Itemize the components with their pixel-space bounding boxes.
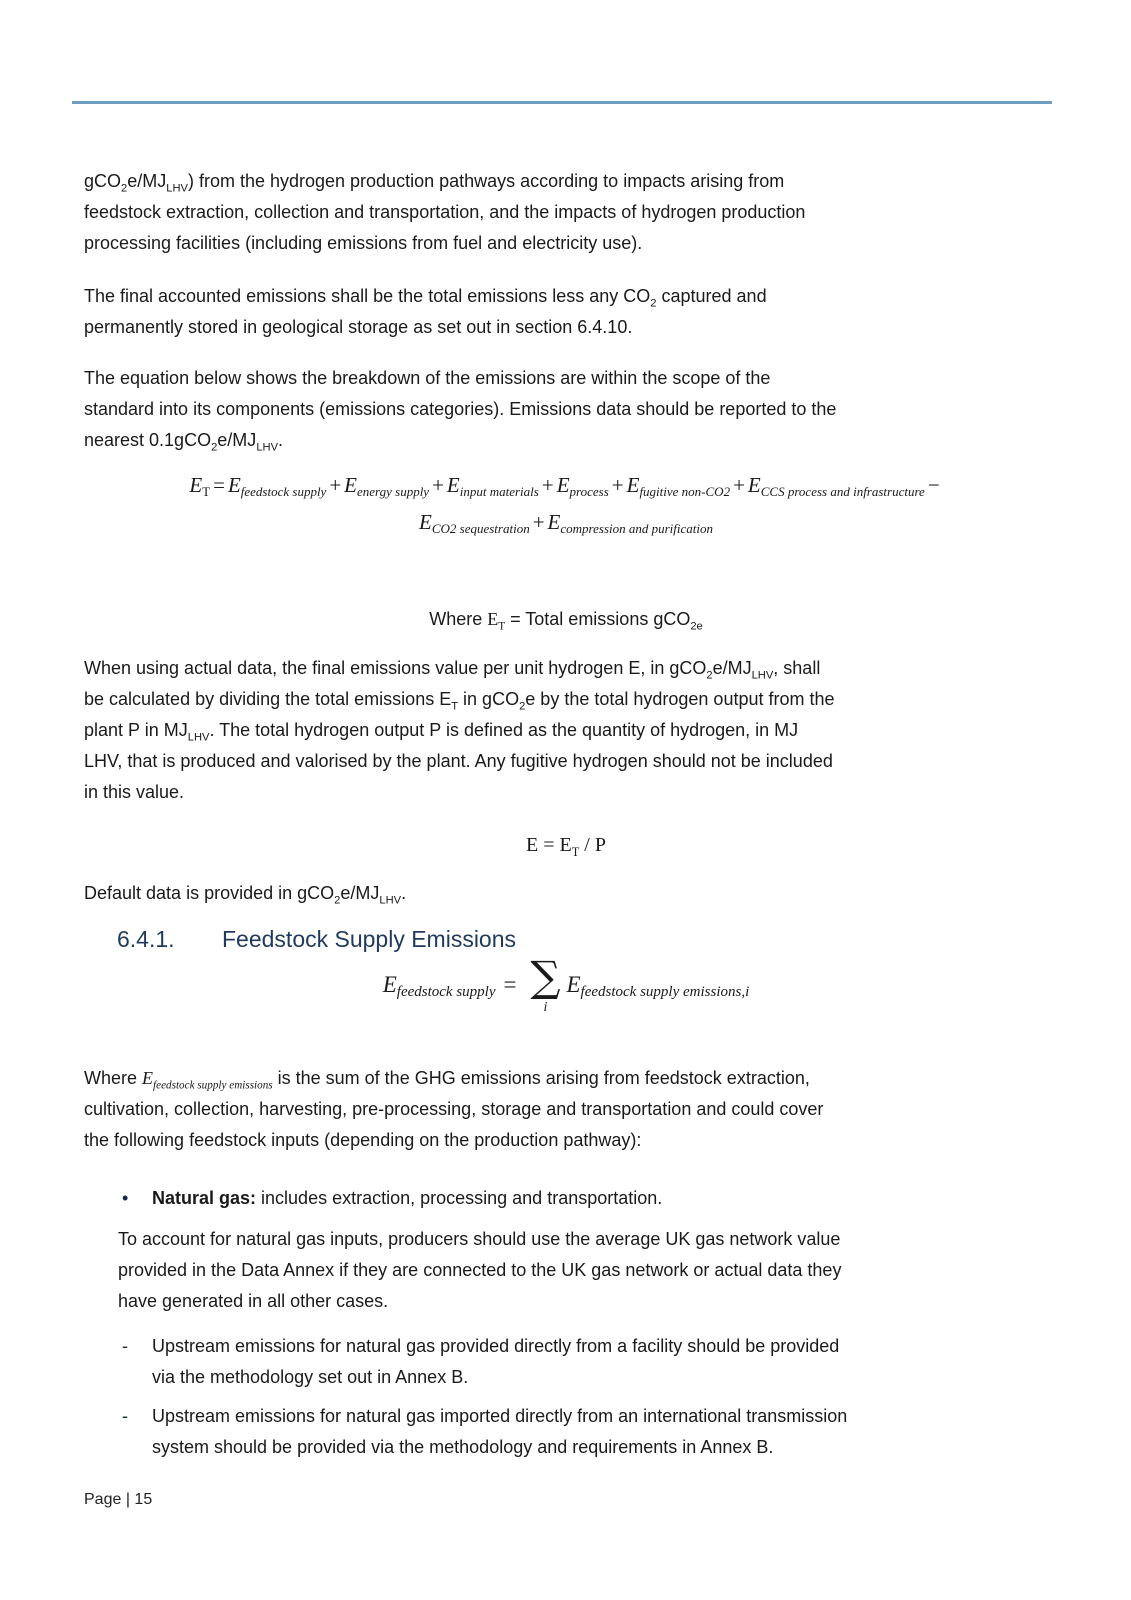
eq-var: E — [344, 473, 357, 497]
dash-item-upstream-international — [84, 1401, 1048, 1463]
eq-operator: + — [432, 473, 444, 497]
eq-subscript: CCS process and infrastructure — [760, 484, 925, 500]
eq-operator: + — [329, 473, 342, 497]
eq-var: E — [566, 972, 581, 997]
equation-line-1 — [84, 468, 1048, 505]
section-number: 6.4.1. — [117, 926, 175, 952]
eq-term — [748, 468, 925, 505]
e-division-equation: $E = E_T / P$ — [526, 834, 606, 859]
bullet-text: Natural gas: includes extraction, processing and transportation. — [152, 1188, 663, 1208]
eq-subscript: energy supply — [357, 484, 430, 500]
eq-var: E — [189, 473, 203, 497]
eq-term — [557, 468, 609, 505]
eq-subscript: input materials — [459, 484, 539, 500]
dash-item-upstream-facility — [84, 1331, 1048, 1393]
page-number: Page | 15 — [84, 1491, 153, 1508]
total-emissions-equation — [84, 468, 1048, 542]
eq-subscript: CO2 sequestration — [431, 521, 530, 537]
eq-subscript: feedstock supply — [396, 984, 496, 1001]
dash-text: Upstream emissions for natural gas imported directly from an international transmission system should be provided via the methodology and requirements in Annex B. — [152, 1406, 848, 1457]
eq-var: E — [556, 473, 570, 497]
bullet-icon: • — [122, 1188, 129, 1208]
eq-operator: + — [611, 473, 624, 497]
default-data-line: Default data is provided in $gCO_2e/MJ_{LHV}$. — [84, 883, 407, 907]
summation-index: i — [543, 1000, 548, 1015]
eq-term — [344, 468, 429, 505]
paragraph-final-accounted: The final accounted emissions shall be the total emissions less any $CO_2$ captured and permanently stored in geological storage as set out in section 6.4.10. — [84, 286, 767, 337]
paragraph-account-natural-gas: To account for natural gas inputs, producers should use the average UK gas network value provided in the Data Annex if they are connected to the UK gas network or actual data they have generated in all other cases. — [118, 1229, 842, 1311]
paragraph-equation-intro: The equation below shows the breakdown of the emissions are within the scope of the standard into its components (emissions categories). Emissions data should be reported to the nearest $0.1gCO_2e/MJ_{LHV}$. — [84, 368, 837, 454]
eq-operator: − — [927, 473, 940, 497]
section-heading — [84, 926, 1048, 953]
sigma-icon: ∑ — [530, 952, 561, 1001]
eq-subscript: T — [202, 484, 211, 500]
feedstock-supply-sum-equation — [84, 952, 1048, 1015]
eq-var: E — [382, 972, 397, 997]
eq-var: E — [747, 473, 761, 497]
eq-term — [228, 468, 326, 505]
section-title: Feedstock Supply Emissions — [222, 926, 517, 952]
eq-var: E — [446, 473, 460, 497]
eq-operator: + — [733, 473, 745, 497]
where-total-emissions-line: Where $E_T$ = Total emissions gCO$_{2e}$ — [429, 609, 703, 633]
header-rule — [72, 101, 1052, 104]
eq-subscript: feedstock supply — [240, 484, 327, 500]
eq-term — [548, 505, 713, 542]
eq-var: E — [227, 473, 241, 497]
eq-subscript: compression and purification — [560, 521, 713, 537]
eq-operator: + — [541, 473, 554, 497]
eq-subscript: fugitive non-CO2 — [639, 484, 731, 500]
summation-symbol — [530, 952, 561, 1015]
dash-icon: - — [122, 1406, 128, 1426]
eq-var: E — [419, 510, 432, 534]
eq-operator: = — [503, 972, 517, 997]
paragraph-where-feedstock: Where $E_{feedstock supply emissions}$ is the sum of the GHG emissions arising from feedstock extraction, cultivation, collection, harvesting, pre-processing, storage and transportation and could cover the following feedstock inputs (depending on the production pathway): — [84, 1068, 824, 1150]
eq-subscript: feedstock supply emissions,i — [580, 984, 750, 1001]
equation-lhs — [382, 972, 496, 1001]
equation-rhs — [566, 972, 750, 1001]
bullet-item-natural-gas — [84, 1183, 1048, 1214]
dash-icon: - — [122, 1336, 128, 1356]
paragraph-intro: $gCO_2e/MJ_{LHV}$) from the hydrogen production pathways according to impacts arising from feedstock extraction, collection and transportation, and the impacts of hydrogen production processing facilities (including emissions from fuel and electricity use). — [84, 171, 806, 253]
equation-line-2 — [84, 505, 1048, 542]
eq-subscript: process — [569, 484, 609, 500]
paragraph-actual-data: When using actual data, the final emissions value per unit hydrogen E, in $gCO_2e/MJ_{LHV}$, shall be calculated by dividing the total emissions $E_T$ in gCO$_2$e by the total hydrogen output from the plant P in $MJ_{LHV}$. The total hydrogen output P is defined as the quantity of hydrogen, in MJ LHV, that is produced and valorised by the plant. Any fugitive hydrogen should not be included in this value. — [84, 658, 835, 802]
eq-term — [419, 505, 530, 542]
eq-operator: + — [532, 510, 545, 534]
dash-text: Upstream emissions for natural gas provided directly from a facility should be provided via the methodology set out in Annex B. — [152, 1336, 840, 1387]
eq-var: E — [626, 473, 640, 497]
eq-term — [447, 468, 539, 505]
equation-lhs — [189, 468, 210, 505]
eq-var: E — [547, 510, 561, 534]
eq-operator: = — [213, 473, 225, 497]
eq-term — [627, 468, 730, 505]
